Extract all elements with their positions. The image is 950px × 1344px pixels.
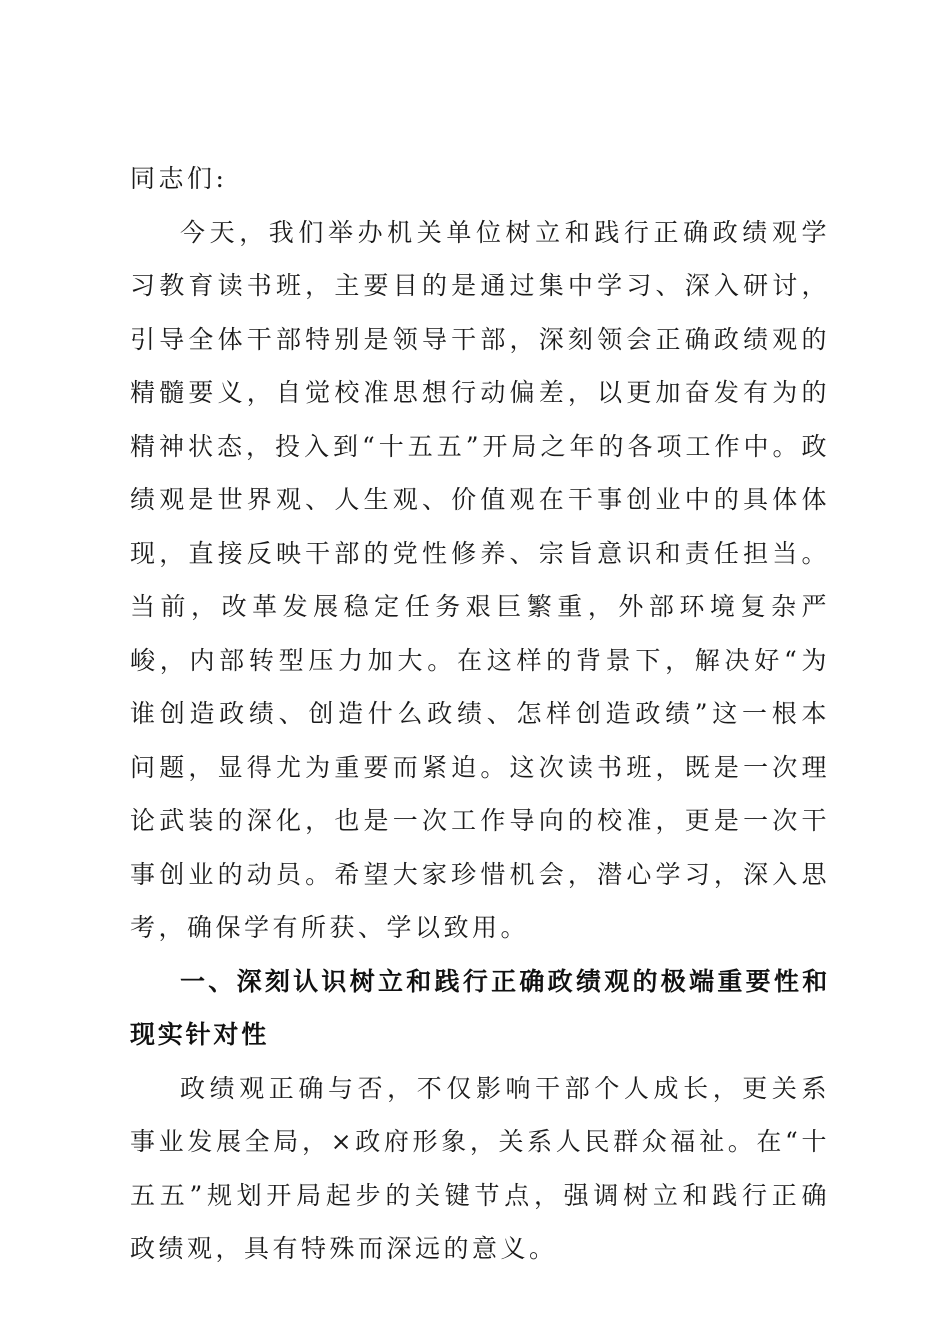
salutation: 同志们: <box>130 164 228 193</box>
section-heading: 一、深刻认识树立和践行正确政绩观的极端重要性和现实针对性 <box>130 966 830 1049</box>
document-body <box>130 152 830 1276</box>
intro-paragraph: 今天，我们举办机关单位树立和践行正确政绩观学习教育读书班，主要目的是通过集中学习、深入研讨，引导全体干部特别是领导干部，深刻领会正确政绩观的精髓要义，自觉校准思想行动偏差，以更加奋发有为的精神状态，投入到“十五五”开局之年的各项工作中。政绩观是世界观、人生观、价值观在干事创业中的具体体现，直接反映干部的党性修养、宗旨意识和责任担当。当前，改革发展稳定任务艰巨繁重，外部环境复杂严峻，内部转型压力加大。在这样的背景下，解决好“为谁创造政绩、创造什么政绩、怎样创造政绩”这一根本问题，显得尤为重要而紧迫。这次读书班，既是一次理论武装的深化，也是一次工作导向的校准，更是一次干事创业的动员。希望大家珍惜机会，潜心学习，深入思考，确保学有所获、学以致用。 <box>130 217 830 942</box>
section-paragraph: 政绩观正确与否，不仅影响干部个人成长，更关系事业发展全局，×政府形象，关系人民群众福祉。在“十五五”规划开局起步的关键节点，强调树立和践行正确政绩观，具有特殊而深远的意义。 <box>130 1073 830 1263</box>
